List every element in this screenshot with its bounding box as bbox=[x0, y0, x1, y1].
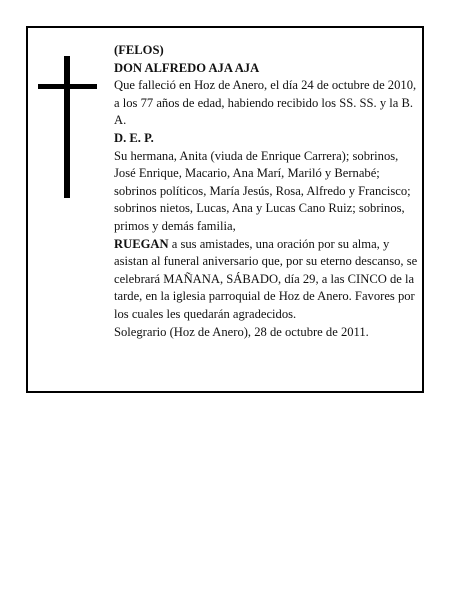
death-info: Que falleció en Hoz de Anero, el día 24 de octubre de 2010, a los 77 años de edad, habiendo recibido los SS. SS. y la B. A. bbox=[114, 78, 417, 128]
nickname: (FELOS) bbox=[114, 43, 164, 57]
cross-horizontal-bar bbox=[38, 84, 97, 89]
place-date: Solegrario (Hoz de Anero), 28 de octubre de 2011. bbox=[114, 324, 369, 339]
request-text: a sus amistades, una oración por su alma, y asistan al funeral aniversario que, por su eterno descanso, se celebrará MAÑANA, SÁBADO, día 29, a las CINCO de la tarde, en la iglesia parroquial de Hoz de Anero. Favores por los cuales les quedarán agradecidos. bbox=[114, 236, 418, 321]
cross-vertical-bar bbox=[64, 56, 70, 198]
obituary-text bbox=[114, 42, 420, 341]
family-list: Su hermana, Anita (viuda de Enrique Carrera); sobrinos, José Enrique, Macario, Ana Marí, Mariló y Bernabé; sobrinos políticos, María Jesús, Rosa, Alfredo y Francisco; sobrinos nietos, Lucas, Ana y Lucas Cano Ruiz; sobrinos, primos y demás familia, bbox=[114, 148, 411, 233]
request-verb: RUEGAN bbox=[114, 236, 169, 251]
request-paragraph bbox=[114, 236, 420, 324]
dep-label: D. E. P. bbox=[114, 130, 154, 145]
obituary-notice bbox=[26, 26, 424, 393]
deceased-name: DON ALFREDO AJA AJA bbox=[114, 60, 260, 75]
